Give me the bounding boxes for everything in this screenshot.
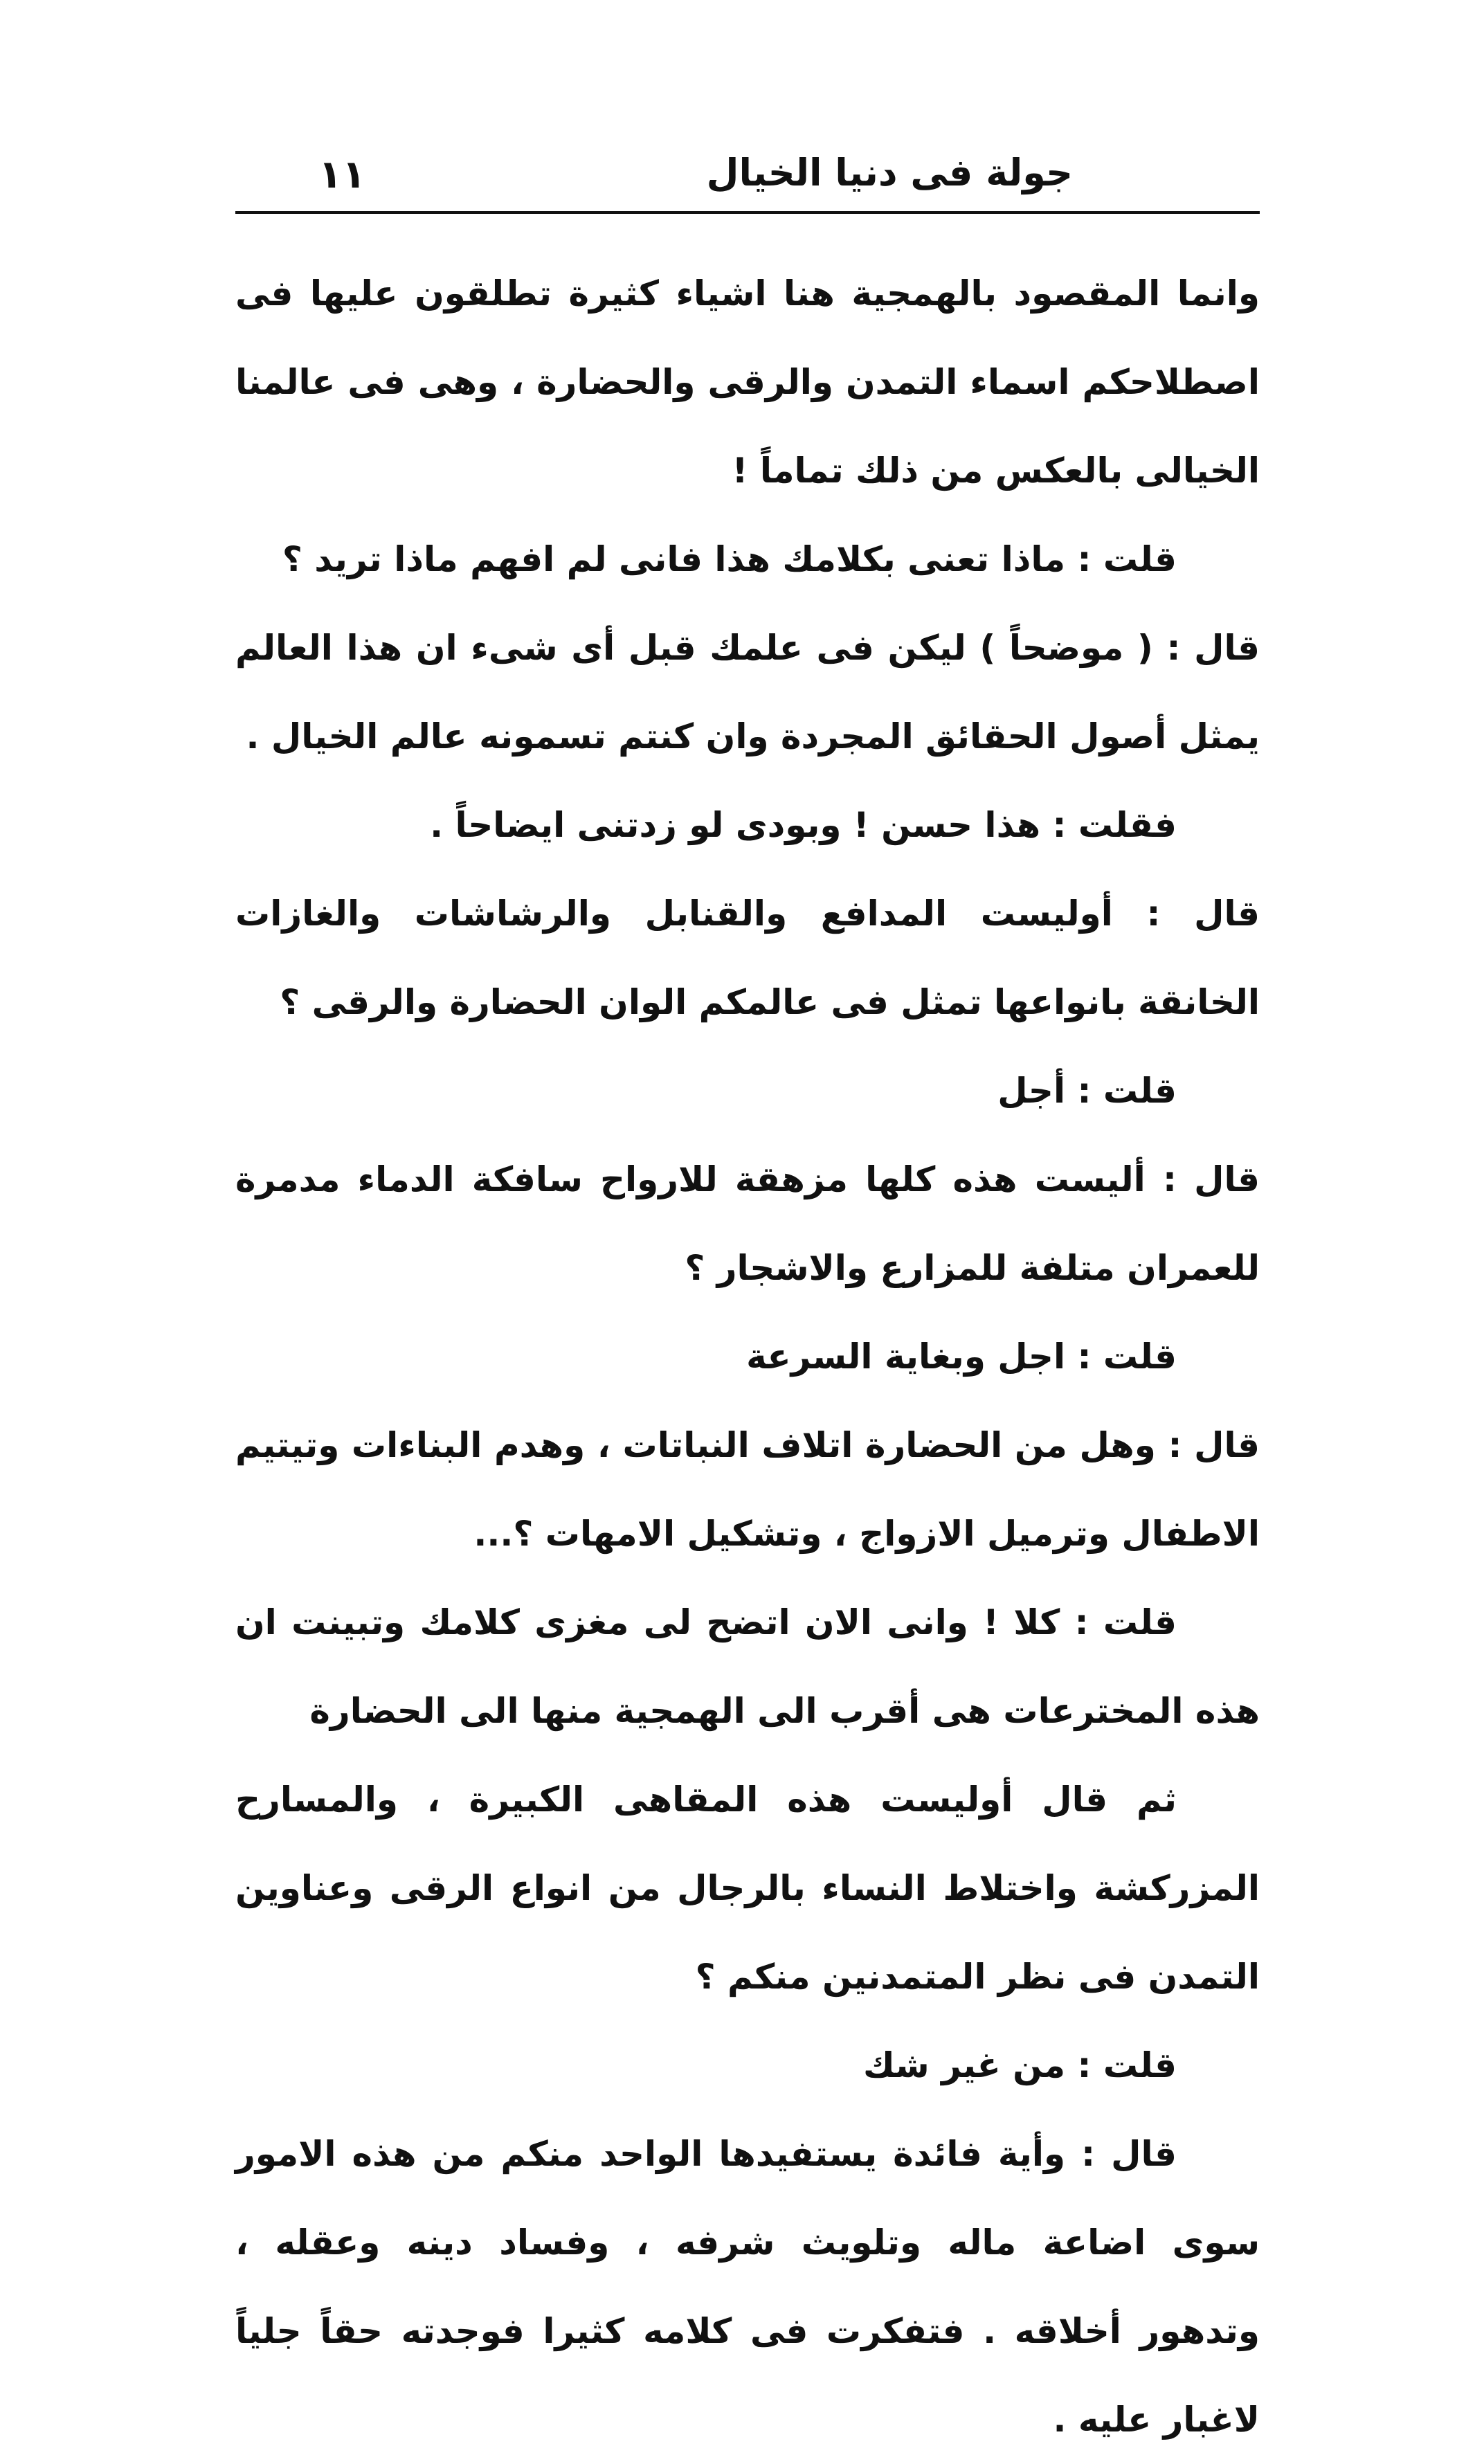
paragraph: قلت : من غير شك	[862, 2045, 1177, 2085]
page-body	[235, 249, 1260, 2464]
paragraph: قال : وأية فائدة يستفيدها الواحد منكم من هذه الامور سوى اضاعة ماله وتلويث شرفه ، وفساد دينه وعقله ، وتدهور أخلاقه . فتفكرت فى كلامه كثيرا فوجدته حقاً جلياً لاغبار عليه .	[235, 2134, 1260, 2440]
paragraph: قال : ( موضحاً ) ليكن فى علمك قبل أى شىء ان هذا العالم يمثل أصول الحقائق المجردة وان كنتم تسمونه عالم الخيال .	[235, 628, 1260, 757]
page-header	[235, 145, 1260, 215]
page-number: ١١	[318, 152, 366, 197]
paragraph: قال : وهل من الحضارة اتلاف النباتات ، وهدم البناءات وتيتيم الاطفال وترميل الازواج ، وتشكيل الامهات ؟...	[235, 1425, 1260, 1554]
paragraph: قلت : ماذا تعنى بكلامك هذا فانى لم افهم ماذا تريد ؟	[282, 539, 1177, 579]
paragraph: ثم قال أوليست هذه المقاهى الكبيرة ، والمسارح المزركشة واختلاط النساء بالرجال من انواع الرقى وعناوين التمدن فى نظر المتمدنين منكم ؟	[235, 1779, 1260, 1997]
paragraph: قال : أليست هذه كلها مزهقة للارواح سافكة الدماء مدمرة للعمران متلفة للمزارع والاشجار ؟	[235, 1159, 1260, 1288]
paragraph: قلت : أجل	[997, 1071, 1177, 1111]
header-rule	[235, 211, 1260, 214]
paragraph: قلت : كلا ! وانى الان اتضح لى مغزى كلامك وتبينت ان هذه المخترعات هى أقرب الى الهمجية منها الى الحضارة	[235, 1602, 1260, 1731]
paragraph: فقلت : هذا حسن ! وبودى لو زدتنى ايضاحاً .	[430, 805, 1177, 845]
running-title: جولة فى دنيا الخيال	[706, 151, 1073, 194]
paragraph: وانما المقصود بالهمجية هنا اشياء كثيرة تطلقون عليها فى اصطلاحكم اسماء التمدن والرقى والحضارة ، وهى فى عالمنا الخيالى بالعكس من ذلك تماماً !	[235, 273, 1260, 491]
paragraph: قال : أوليست المدافع والقنابل والرشاشات والغازات الخانقة بانواعها تمثل فى عالمكم الوان الحضارة والرقى ؟	[235, 894, 1260, 1022]
paragraph: قلت : اجل وبغاية السرعة	[746, 1337, 1177, 1377]
